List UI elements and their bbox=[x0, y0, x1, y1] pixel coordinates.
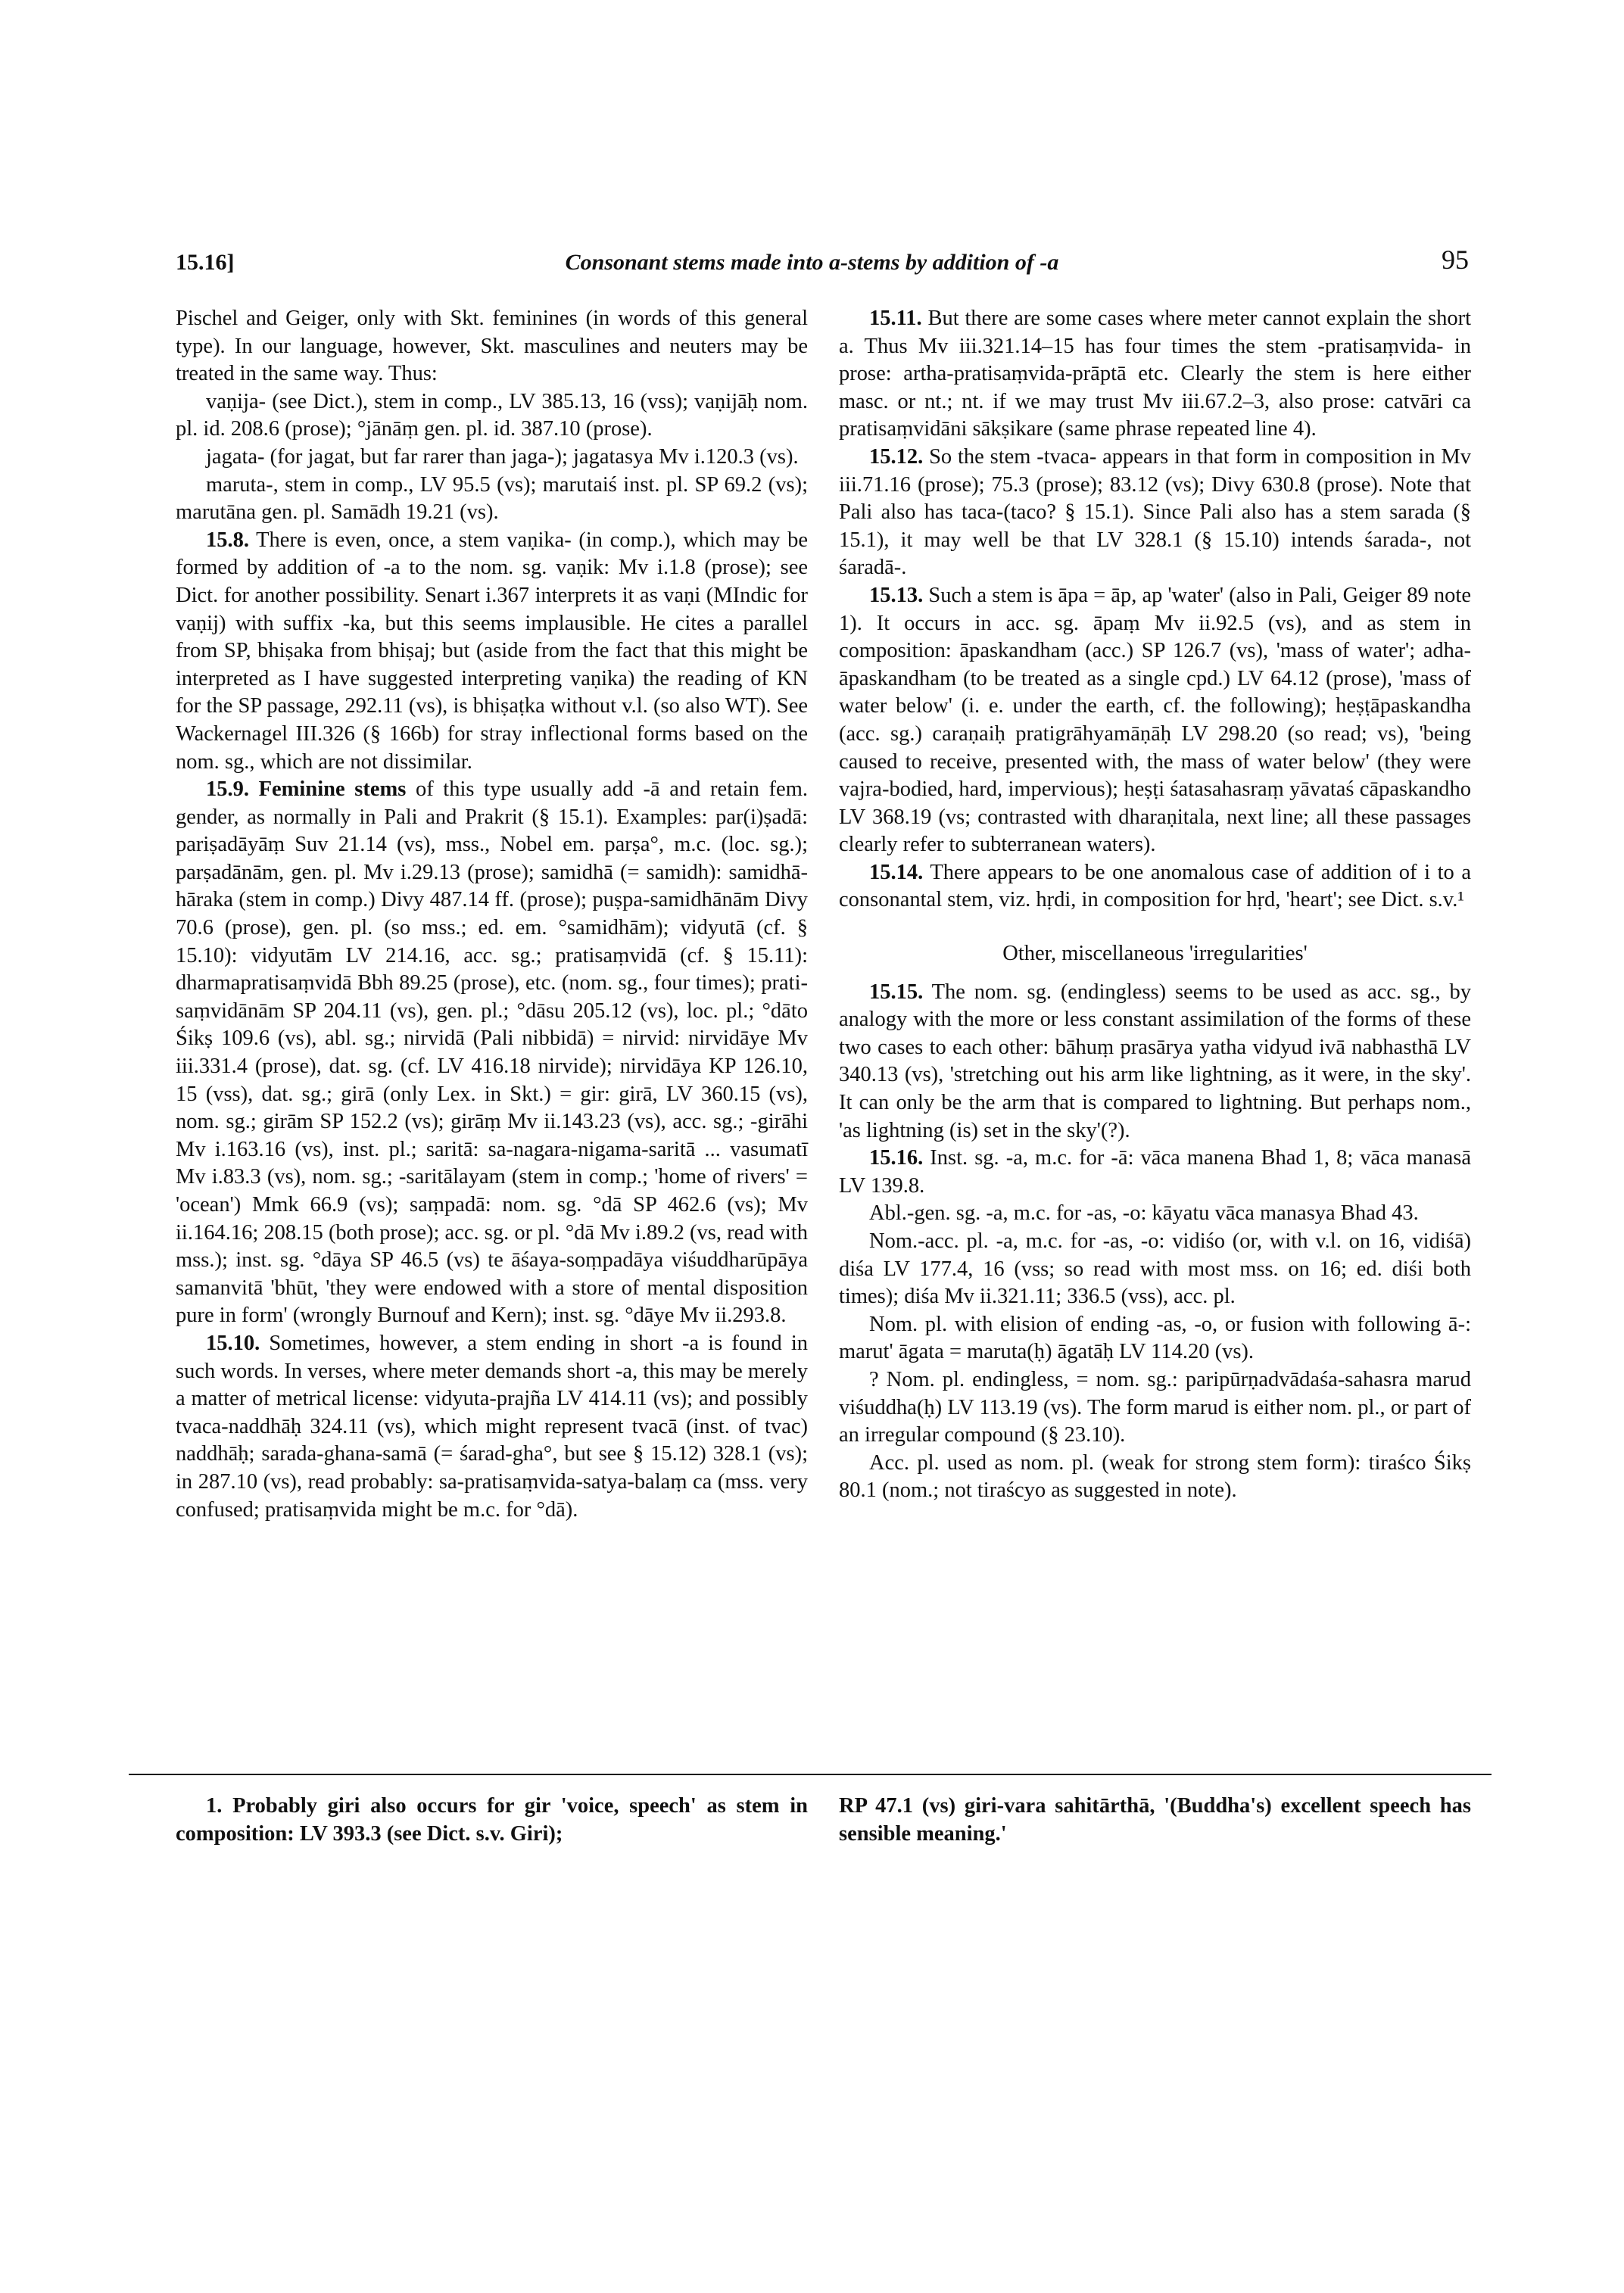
paragraph bbox=[176, 776, 808, 1330]
paragraph-text: maruta-, stem in comp., LV 95.5 (vs); marutaiś inst. pl. SP 69.2 (vs); marutāna gen. pl. Samādh 19.21 (vs). bbox=[176, 472, 808, 525]
paragraph-lead: Feminine stems bbox=[258, 777, 407, 802]
running-title: Consonant stems made into a-stems by addition of -a bbox=[565, 250, 1059, 275]
paragraph-text: Nom.-acc. pl. -a, m.c. for -as, -o: vidiśo (or, with v.l. on 16, vidiśā) diśa LV 177.4, 16 (vss; so read with most mss. on 16; ed. diśi both times); diśa Mv ii.321.11; 336.5 (vss), acc. pl. bbox=[839, 1229, 1471, 1309]
footnote-rule bbox=[129, 1774, 1492, 1775]
paragraph bbox=[176, 305, 808, 388]
paragraph-number: 15.8. bbox=[206, 528, 249, 552]
paragraph bbox=[839, 1450, 1471, 1505]
paragraph-text: Acc. pl. used as nom. pl. (weak for strong stem form): tiraśco Śikṣ 80.1 (nom.; not tiraścyo as suggested in note). bbox=[839, 1450, 1471, 1503]
footnote-right: RP 47.1 (vs) giri-vara sahitārthā, '(Buddha's) excellent speech has sensible meaning.' bbox=[839, 1794, 1471, 1846]
paragraph-text: Inst. sg. -a, m.c. for -ā: vāca manena Bhad 1, 8; vāca manasā LV 139.8. bbox=[839, 1146, 1471, 1198]
paragraph-number: 15.13. bbox=[869, 583, 924, 607]
right-column bbox=[839, 305, 1471, 1505]
paragraph bbox=[839, 305, 1471, 444]
paragraph-number: 15.10. bbox=[206, 1331, 260, 1355]
left-column bbox=[176, 305, 808, 1524]
paragraph bbox=[176, 444, 808, 472]
paragraph bbox=[839, 1366, 1471, 1450]
paragraph-number: 15.9. bbox=[206, 777, 249, 802]
paragraph-text: The nom. sg. (endingless) seems to be used as acc. sg., by analogy with the more or less constant assimilation of the forms of these two cases to each other: bāhuṃ prasārya yatha vidyud ivā nabhasthā LV 340.13 (vs), 'stretching out his arm like lightning, as it were, in the sky'. It can only be the arm that is compared to lightning. But perhaps nom., 'as lightning (is) set in the sky'(?). bbox=[839, 980, 1471, 1142]
paragraph-text: There appears to be one anomalous case of addition of i to a consonantal stem, viz. hṛdi, in composition for hṛd, 'heart'; see Dict. s.v.¹ bbox=[839, 860, 1471, 912]
paragraph-text: Pischel and Geiger, only with Skt. feminines (in words of this general type). In our language, however, Skt. masculines and neuters may be treated in the same way. Thus: bbox=[176, 307, 808, 386]
paragraph-text: There is even, once, a stem vaṇika- (in comp.), which may be formed by addition of -a to the nom. sg. vaṇik: Mv i.1.8 (prose); see Dict. for another possibility. Senart i.367 interprets it as vaṇi (MIndic for vaṇij) with suffix -ka, but this seems implausible. He cites a parallel from SP, bhiṣaka from bhiṣaj; but (aside from the fact that this might be interpreted as I have suggested interpreting vaṇika) the reading of KN for the SP passage, 292.11 (vs), is bhiṣaṭka without v.l. (so also WT). See Wackernagel III.326 (§ 166b) for stray inflectional forms based on the nom. sg., which are not dissimilar. bbox=[176, 528, 808, 774]
paragraph bbox=[839, 1200, 1471, 1228]
paragraph-number: 15.12. bbox=[869, 444, 924, 469]
paragraph bbox=[839, 582, 1471, 859]
paragraph bbox=[176, 527, 808, 776]
paragraph-number: 15.15. bbox=[869, 980, 924, 1004]
paragraph bbox=[839, 979, 1471, 1145]
paragraph-text: Sometimes, however, a stem ending in short -a is found in such words. In verses, where meter demands short -a, this may be merely a matter of metrical license: vidyuta-prajña LV 414.11 (vs); and possibly tvaca-naddhāḥ 324.11 (vs), which might represent tvacā (inst. of tvac) naddhāḥ; sarada-ghana-samā (= śarad-gha°, but see § 15.12) 328.1 (vs); in 287.10 (vs), read probably: sa-pratisaṃvida-satya-balaṃ ca (mss. very confused; pratisaṃvida might be m.c. for °dā). bbox=[176, 1331, 808, 1522]
paragraph-text: So the stem -tvaca- appears in that form in composition in Mv iii.71.16 (prose); 75.3 (prose); 83.12 (vs); Divy 630.8 (prose). Note that Pali also has taca-(taco? § 15.1). Since Pali also has a stem sarada (§ 15.1), it may well be that LV 328.1 (§ 15.10) intends śarada-, not śaradā-. bbox=[839, 444, 1471, 580]
page-number: 95 bbox=[1442, 245, 1469, 275]
paragraph bbox=[839, 1311, 1471, 1366]
section-reference: 15.16] bbox=[176, 250, 235, 275]
paragraph-text: Such a stem is āpa = āp, ap 'water' (also in Pali, Geiger 89 note 1). It occurs in acc. sg. āpaṃ Mv ii.92.5 (vs), and as stem in composition: āpaskandham (acc.) SP 126.7 (vs), 'mass of water'; adha-āpaskandham (to be treated as a single cpd.) LV 64.12 (prose), 'mass of water below' (i. e. under the earth, cf. the following); heṣṭāpaskandha (acc. sg.) caraṇaiḥ pratigrāhyamāṇāḥ LV 298.20 (so read; vs), 'being caused to receive, presented with, the mass of water below' (they were vajra-bodied, hard, impervious); heṣṭi śatasahasraṃ yāvataś cāpaskandho LV 368.19 (vs; contrasted with dharaṇitala, next line; all these passages clearly refer to subterranean waters). bbox=[839, 583, 1472, 857]
paragraph bbox=[839, 859, 1471, 914]
paragraph bbox=[839, 1228, 1471, 1311]
paragraph-text: ? Nom. pl. endingless, = nom. sg.: paripūrṇadvādaśa-sahasra marud viśuddha(ḥ) LV 113.19 (vs). The form marud is either nom. pl., or part of an irregular compound (§ 23.10). bbox=[839, 1367, 1471, 1447]
paragraph-text: vaṇija- (see Dict.), stem in comp., LV 385.13, 16 (vss); vaṇijāḥ nom. pl. id. 208.6 (prose); °jānāṃ gen. pl. id. 387.10 (prose). bbox=[176, 389, 808, 441]
paragraph-text: jagata- (for jagat, but far rarer than jaga-); jagatasya Mv i.120.3 (vs). bbox=[206, 444, 799, 469]
section-heading: Other, miscellaneous 'irregularities' bbox=[1002, 942, 1308, 966]
paragraph-number: 15.16. bbox=[869, 1146, 924, 1170]
paragraph-number: 15.14. bbox=[869, 860, 924, 884]
paragraph-text: But there are some cases where meter cannot explain the short a. Thus Mv iii.321.14–15 has four times the stem -pratisaṃvida- in prose: artha-pratisaṃvida-prāptā etc. Clearly the stem is here either masc. or nt.; nt. if we may trust Mv iii.67.2–3, also prose: catvāri ca pratisaṃvidāni sākṣikare (same phrase repeated line 4). bbox=[839, 307, 1471, 441]
paragraph bbox=[176, 472, 808, 527]
paragraph-text: of this type usually add -ā and retain fem. gender, as normally in Pali and Prakrit (§ 15.1). Examples: par(i)ṣadā: pariṣadāyāṃ Suv 21.14 (vs), mss., Nobel em. parṣa°, m.c. (loc. sg.); parṣadānām, gen. pl. Mv i.29.13 (prose); samidhā (= samidh): samidhā-hāraka (stem in comp.) Divy 487.14 ff. (prose); puṣpa-samidhānām Divy 70.6 (prose), gen. pl. (so mss.; ed. em. °samidhām); vidyutā (cf. § 15.10): vidyutām LV 214.16, acc. sg.; pratisaṃvidā (cf. § 15.11): dharmapratisaṃvidā Bbh 89.25 (prose), etc. (nom. sg., four times); prati-saṃvidānām SP 204.11 (vs), gen. pl.; °dāsu 205.12 (vs), loc. pl.; °dāto Śikṣ 109.6 (vs), abl. sg.; nirvidā (Pali nibbidā) = nirvid: nirvidāye Mv iii.331.4 (prose), dat. sg. (cf. LV 416.18 nirvide); nirvidāya KP 126.10, 15 (vss), dat. sg.; girā (only Lex. in Skt.) = gir: girā, LV 360.15 (vs), nom. sg.; girām SP 152.2 (vs); girāṃ Mv ii.143.23 (vs), acc. sg.; -girāhi Mv i.163.16 (vs), inst. pl.; saritā: sa-nagara-nigama-saritā ... vasumatī Mv i.83.3 (vs), nom. sg.; -saritālayam (stem in comp.; 'home of rivers' = 'ocean') Mmk 66.9 (vs); saṃpadā: nom. sg. °dā SP 462.6 (vs); Mv ii.164.16; 208.15 (both prose); acc. sg. or pl. °dā Mv i.89.2 (vs, read with mss.); inst. sg. °dāya SP 46.5 (vs) te āśaya-soṃpadāya viśuddharūpāya samanvitā 'bhūt, 'they were endowed with a store of mental disposition pure in form' (wrongly Burnouf and Kern); inst. sg. °dāye Mv ii.293.8. bbox=[176, 777, 808, 1328]
paragraph bbox=[176, 1330, 808, 1524]
paragraph-number: 15.11. bbox=[869, 307, 922, 330]
paragraph-text: Abl.-gen. sg. -a, m.c. for -as, -o: kāyatu vāca manasya Bhad 43. bbox=[869, 1201, 1419, 1226]
footnote-left: 1. Probably giri also occurs for gir 'voice, speech' as stem in composition: LV 393.3 (see Dict. s.v. Giri); bbox=[176, 1794, 808, 1846]
paragraph bbox=[839, 1145, 1471, 1200]
paragraph bbox=[176, 388, 808, 444]
paragraph bbox=[839, 444, 1471, 582]
paragraph-text: Nom. pl. with elision of ending -as, -o, or fusion with following ā-: marut' āgata = maruta(ḥ) āgatāḥ LV 114.20 (vs). bbox=[839, 1312, 1471, 1364]
